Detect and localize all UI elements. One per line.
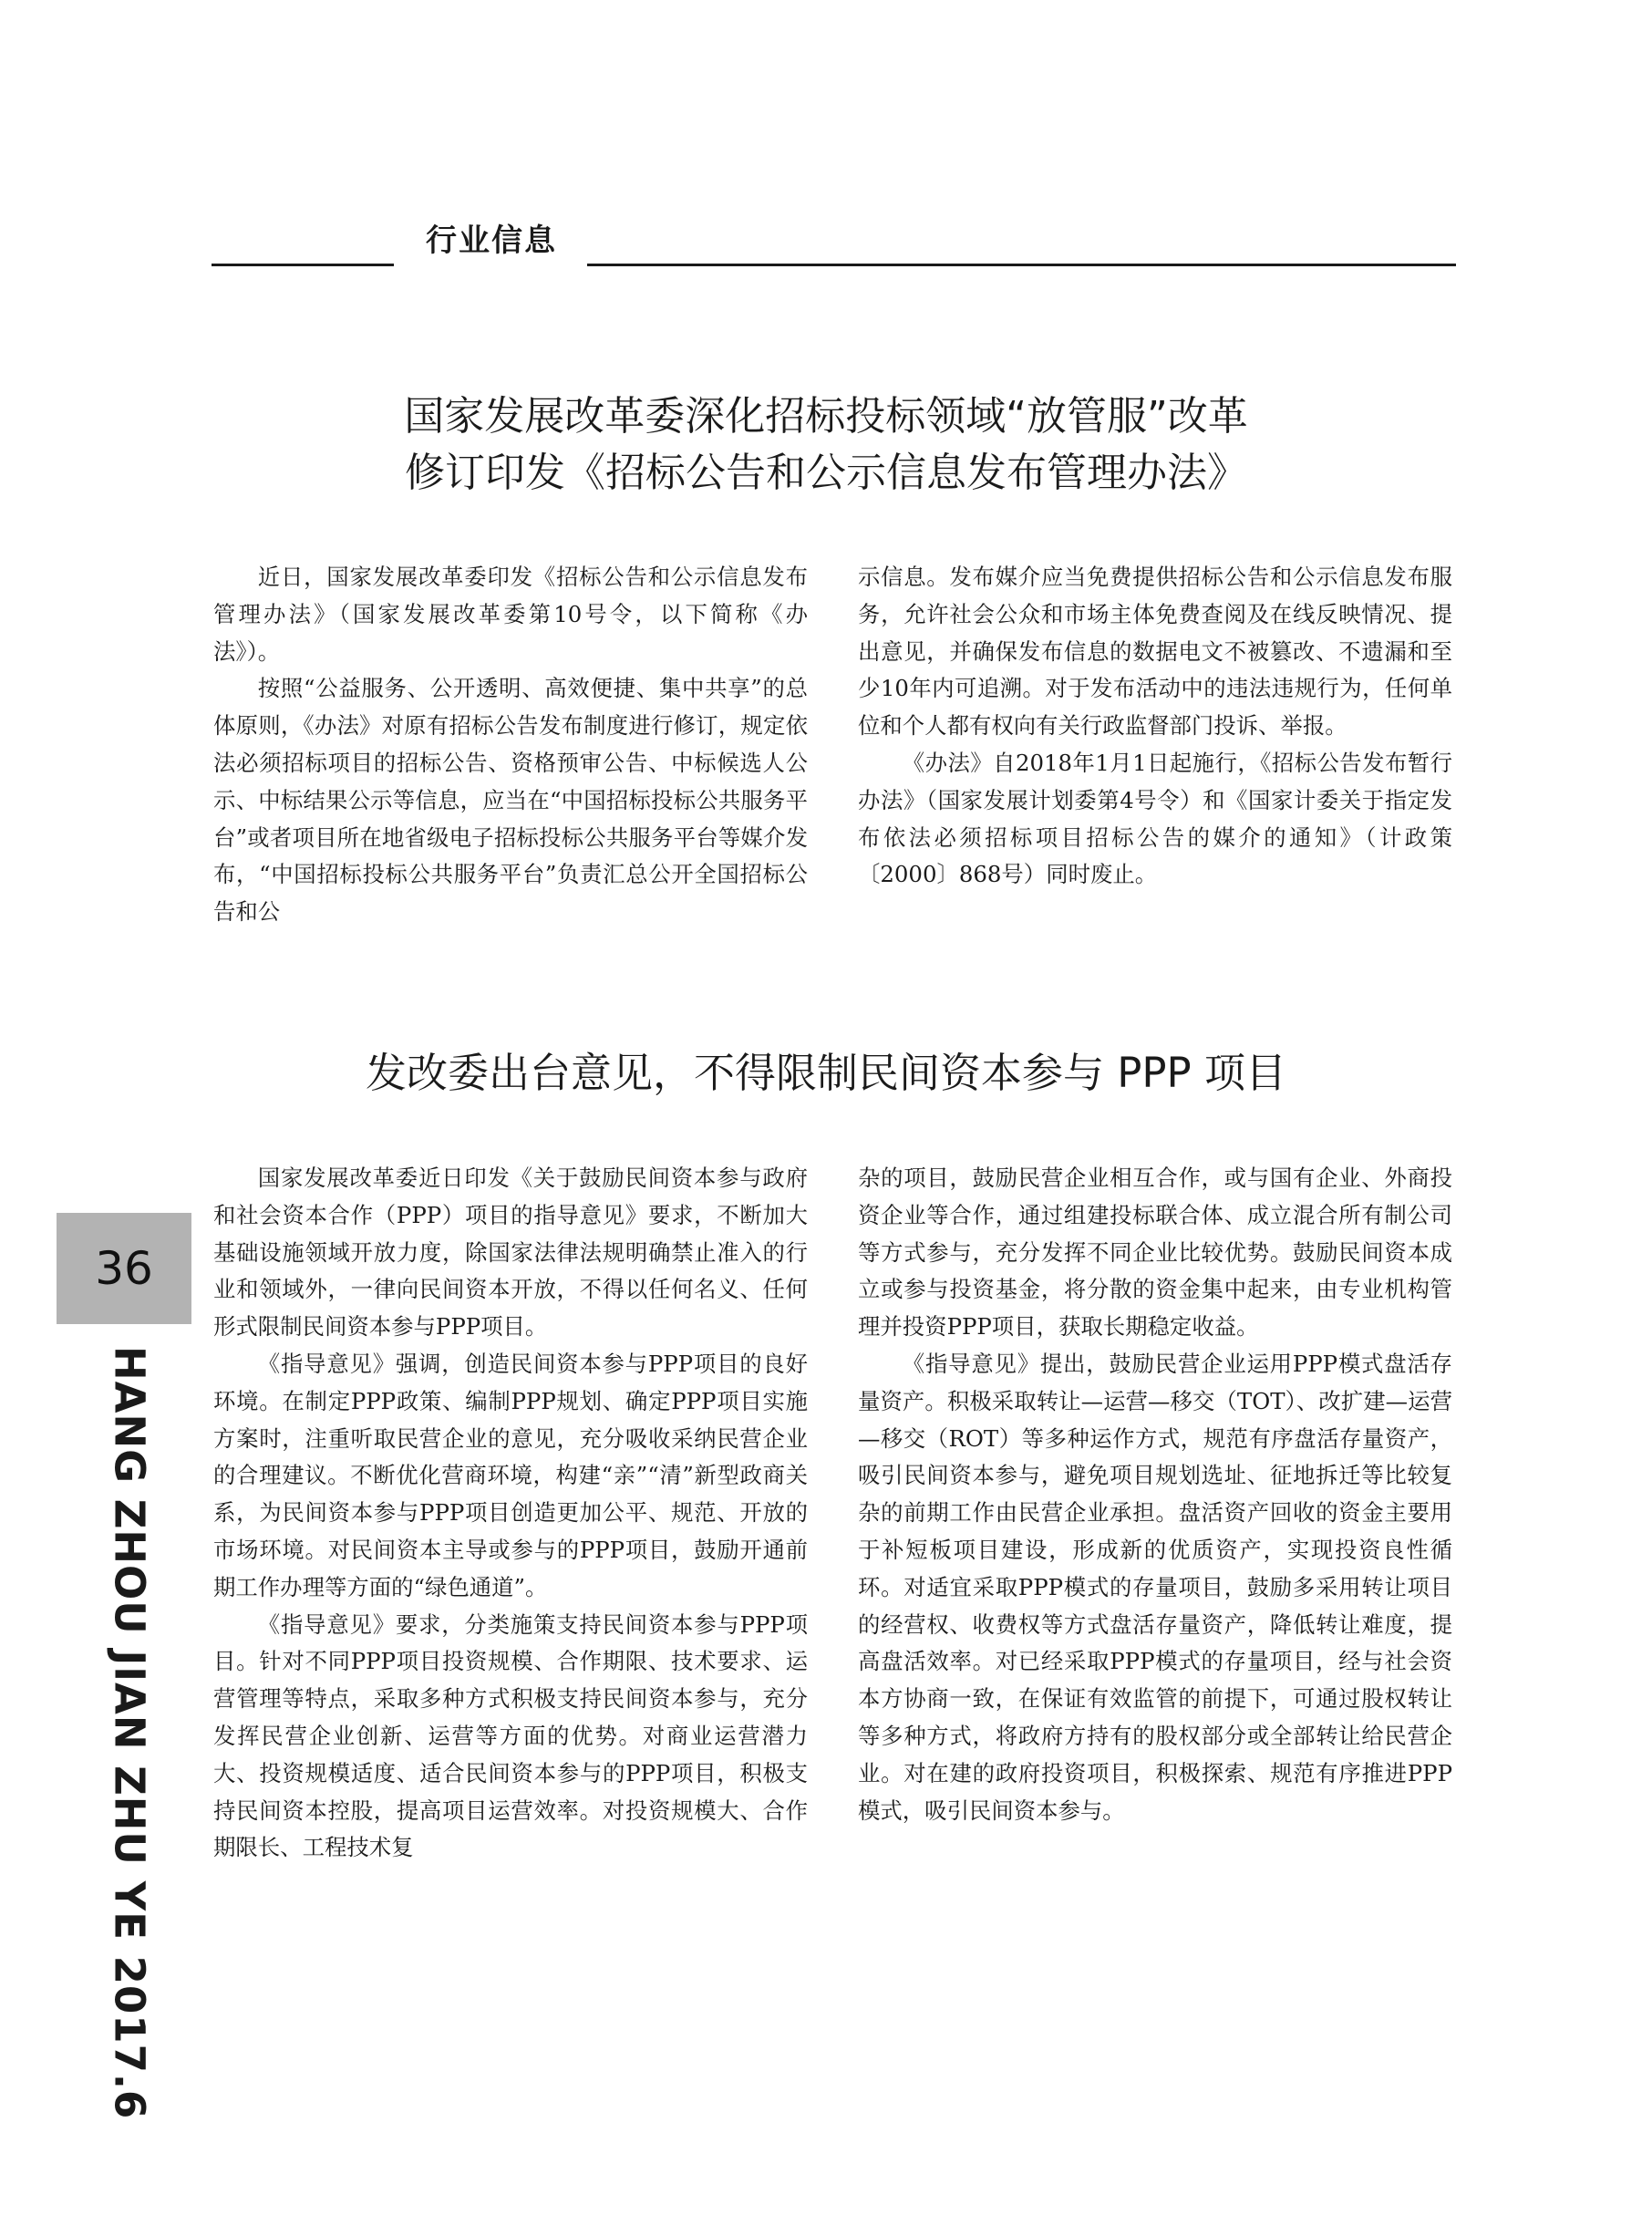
article-2-right-column [858,1160,1452,1829]
page-number: 36 [57,1213,191,1324]
article-1-title-line-1: 国家发展改革委深化招标投标领域“放管服”改革 [404,393,1248,440]
header-rule-right [587,264,1456,266]
article-2-left-column [213,1160,808,1867]
journal-name-vertical [75,1346,184,2120]
article-1-paragraph-continued: 示信息。发布媒介应当免费提供招标公告和公示信息发布服务，允许社会公众和市场主体免费查阅及在线反映情况、提出意见，并确保发布信息的数据电文不被篡改、不遗漏和至少10年内可追溯。对于发布活动中的违法违规行为，任何单位和个人都有权向有关行政监督部门投诉、举报。 [858,564,1452,740]
article-2-title: 发改委出台意见，不得限制民间资本参与 PPP 项目 [365,1049,1287,1097]
section-header [212,215,1456,274]
header-rule-left [212,264,394,266]
article-2-paragraph: 国家发展改革委近日印发《关于鼓励民间资本参与政府和社会资本合作（PPP）项目的指导意见》要求，不断加大基础设施领域开放力度，除国家法律法规明确禁止准入的行业和领域外，一律向民间资本开放，不得以任何名义、任何形式限制民间资本参与PPP项目。 [213,1165,808,1341]
article-1-title-line-2: 修订印发《招标公告和公示信息发布管理办法》 [405,450,1247,496]
article-1-paragraph: 《办法》自2018年1月1日起施行，《招标公告发布暂行办法》（国家发展计划委第4号令）和《国家计委关于指定发布依法必须招标项目招标公告的媒介的通知》（计政策〔2000〕868号）同时废止。 [858,749,1452,888]
article-1-left-column [213,559,808,931]
section-label: 行业信息 [426,223,557,259]
article-2-paragraph: 《指导意见》提出，鼓励民营企业运用PPP模式盘活存量资产。积极采取转让—运营—移交（TOT）、改扩建—运营—移交（ROT）等多种运作方式，规范有序盘活存量资产，吸引民间资本参与，避免项目规划选址、征地拆迁等比较复杂的前期工作由民营企业承担。盘活资产回收的资金主要用于补短板项目建设，形成新的优质资产，实现投资良性循环。对适宜采取PPP模式的存量项目，鼓励多采用转让项目的经营权、收费权等方式盘活存量资产，降低转让难度，提高盘活效率。对已经采取PPP模式的存量项目，经与社会资本方协商一致，在保证有效监管的前提下，可通过股权转让等多种方式，将政府方持有的股权部分或全部转让给民营企业。对在建的政府投资项目，积极探索、规范有序推进PPP模式，吸引民间资本参与。 [858,1350,1452,1824]
article-1-paragraph: 近日，国家发展改革委印发《招标公告和公示信息发布管理办法》（国家发展改革委第10号令，以下简称《办法》）。 [213,564,808,665]
article-1-paragraph: 按照“公益服务、公开透明、高效便捷、集中共享”的总体原则，《办法》对原有招标公告发布制度进行修订，规定依法必须招标项目的招标公告、资格预审公告、中标候选人公示、中标结果公示等信息，应当在“中国招标投标公共服务平台”或者项目所在地省级电子招标投标公共服务平台等媒介发布，“中国招标投标公共服务平台”负责汇总公开全国招标公告和公 [213,675,808,926]
journal-name-text: HANG ZHOU JIAN ZHU YE 2017.6 [105,1346,154,2120]
article-2-paragraph: 《指导意见》强调，创造民间资本参与PPP项目的良好环境。在制定PPP政策、编制PPP规划、确定PPP项目实施方案时，注重听取民营企业的意见，充分吸收采纳民营企业的合理建议。不断优化营商环境，构建“亲”“清”新型政商关系，为民间资本参与PPP项目创造更加公平、规范、开放的市场环境。对民间资本主导或参与的PPP项目，鼓励开通前期工作办理等方面的“绿色通道”。 [213,1350,808,1600]
article-1-right-column [858,559,1452,894]
article-1-title [0,390,1652,503]
article-2-paragraph-continued: 杂的项目，鼓励民营企业相互合作，或与国有企业、外商投资企业等合作，通过组建投标联合体、成立混合所有制公司等方式参与，充分发挥不同企业比较优势。鼓励民间资本成立或参与投资基金，将分散的资金集中起来，由专业机构管理并投资PPP项目，获取长期稳定收益。 [858,1165,1452,1341]
article-2-paragraph: 《指导意见》要求，分类施策支持民间资本参与PPP项目。针对不同PPP项目投资规模、合作期限、技术要求、运营管理等特点，采取多种方式积极支持民间资本参与，充分发挥民营企业创新、运营等方面的优势。对商业运营潜力大、投资规模适度、适合民间资本参与的PPP项目，积极支持民间资本控股，提高项目运营效率。对投资规模大、合作期限长、工程技术复 [213,1610,808,1861]
